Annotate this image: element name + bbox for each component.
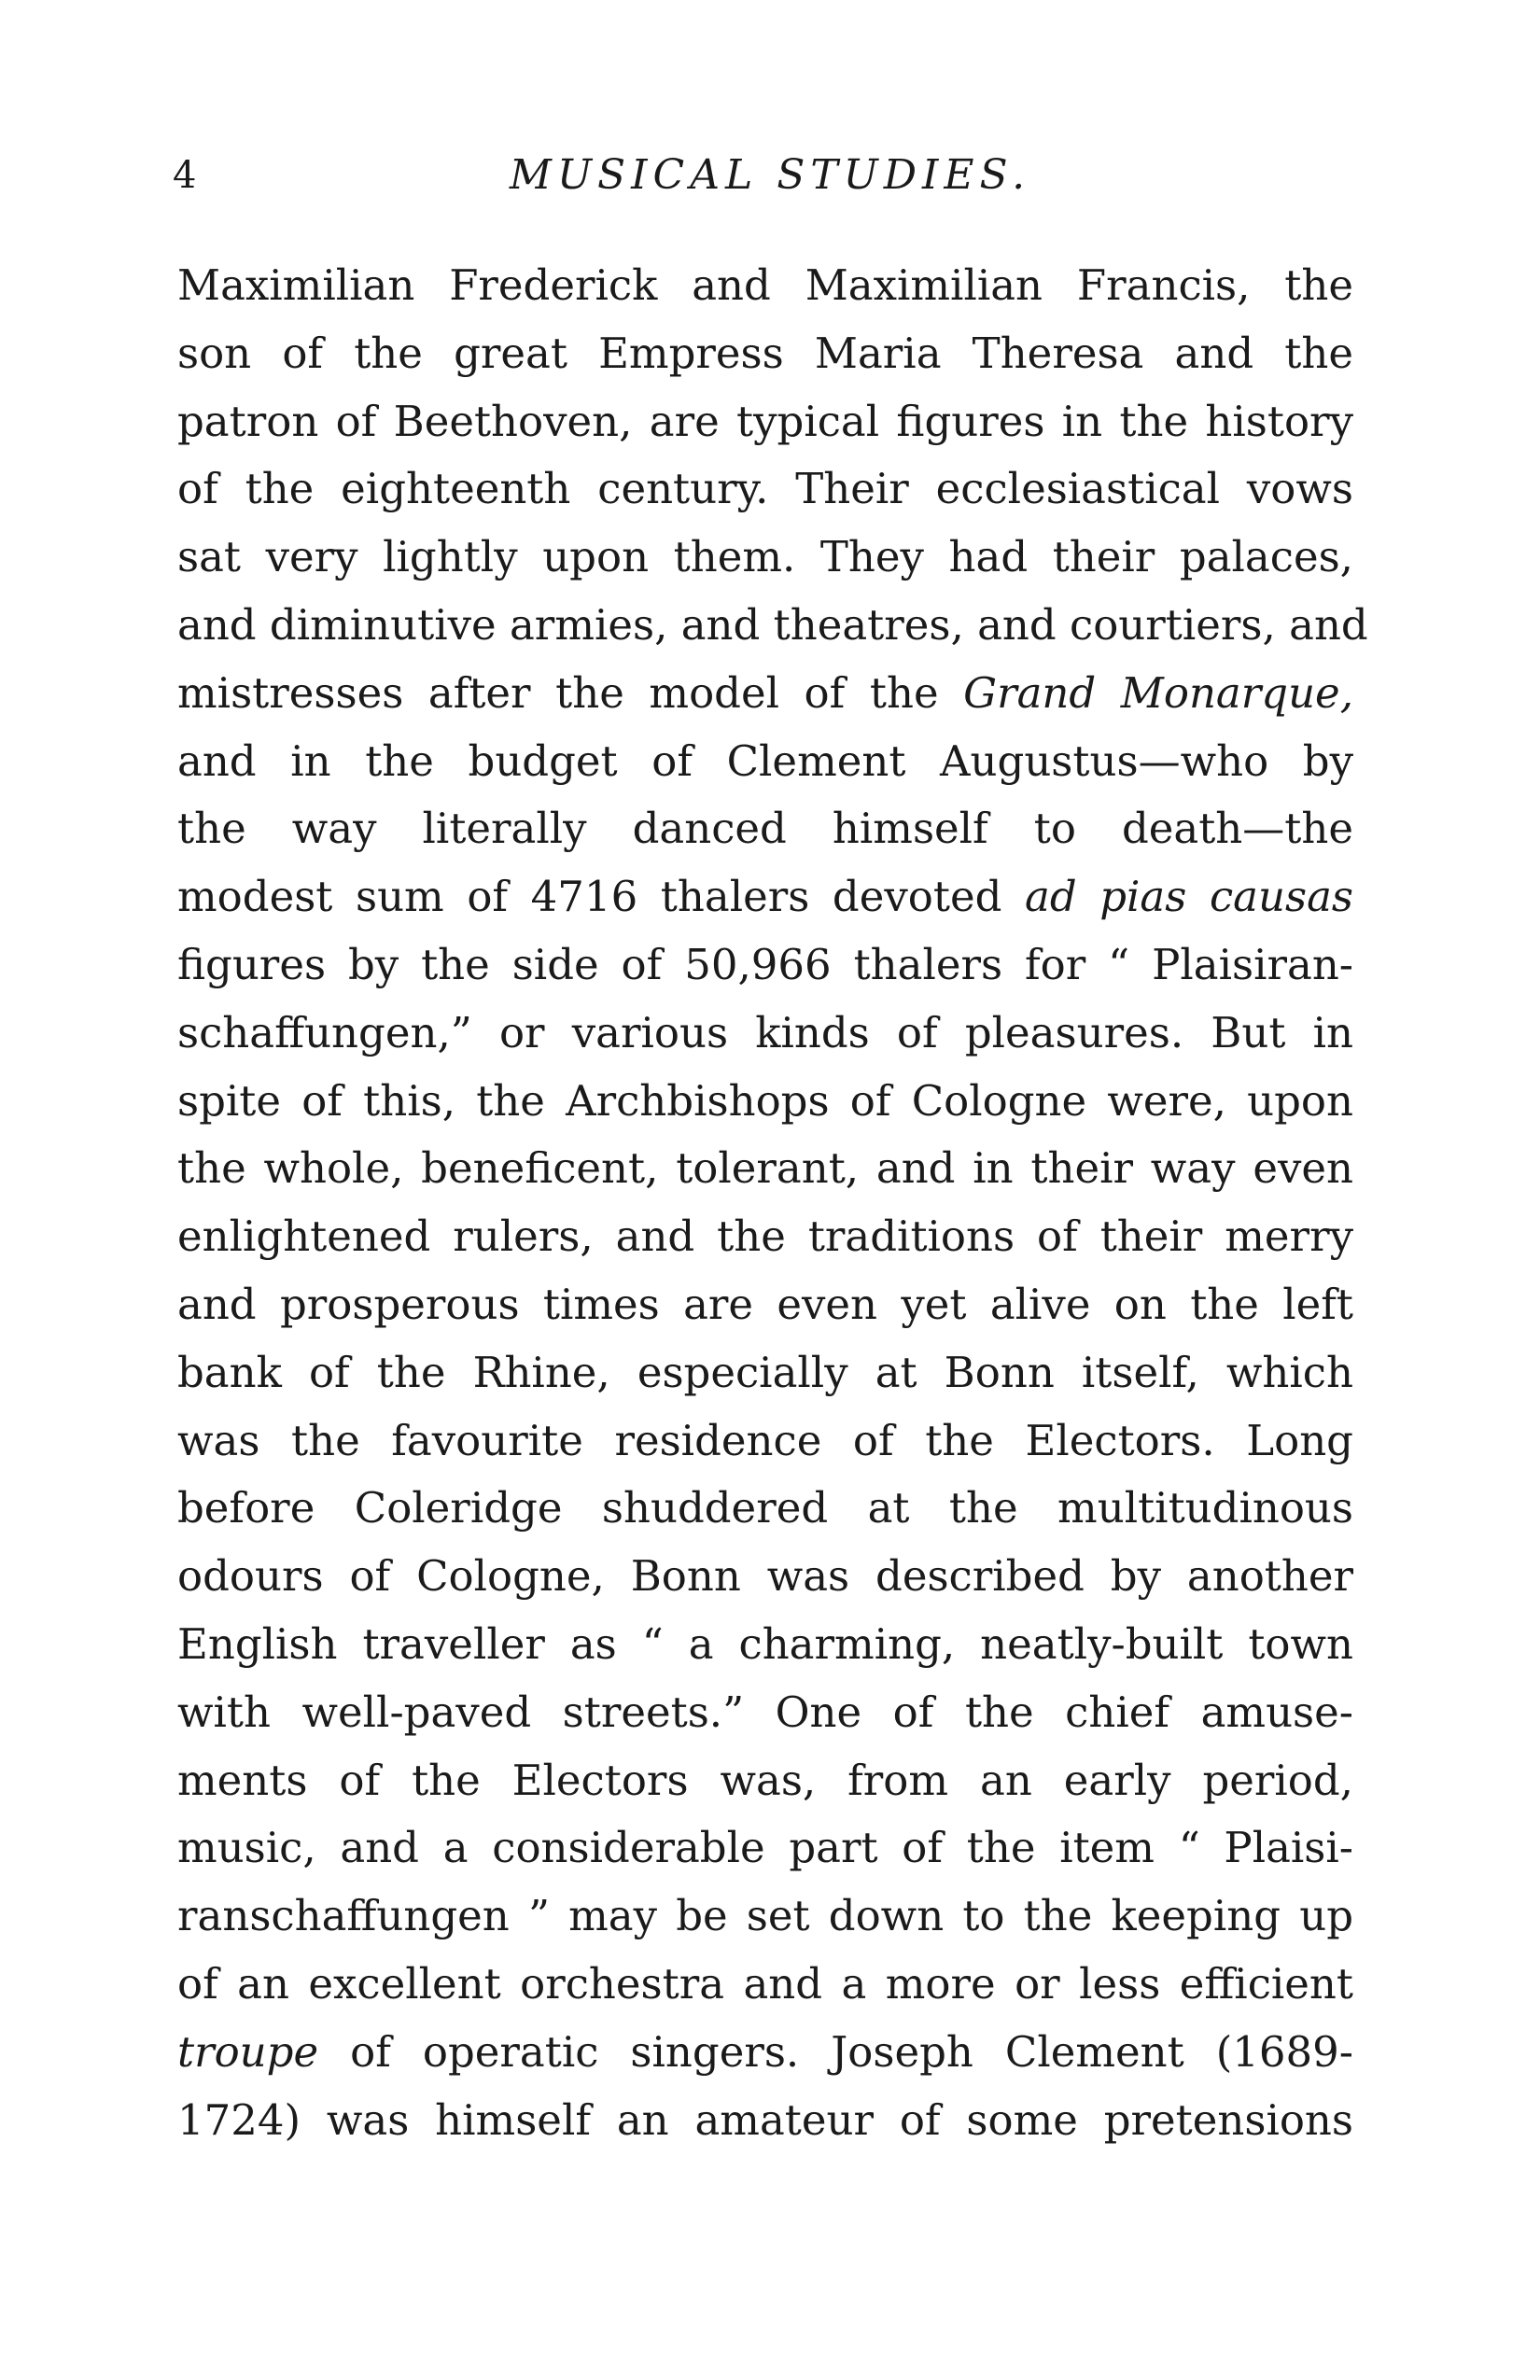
text-line: 1724) was himself an amateur of some pretensions — [177, 2094, 1353, 2145]
text-line: enlightened rulers, and the traditions of their merry — [177, 1211, 1353, 1262]
text-line: of the eighteenth century. Their ecclesiastical vows — [177, 464, 1353, 514]
italic-phrase: troupe — [177, 2026, 319, 2077]
text-segment: modest sum of 4716 thalers devoted — [177, 872, 1025, 922]
text-line: and diminutive armies, and theatres, and courtiers, and — [177, 599, 1368, 650]
text-line: Maximilian Frederick and Maximilian Francis, the — [177, 260, 1353, 310]
text-line — [177, 863, 1353, 931]
text-line: schaffungen,” or various kinds of pleasures. But in — [177, 1007, 1353, 1057]
text-line: ments of the Electors was, from an early period, — [177, 1755, 1353, 1805]
text-line: ranschaffungen ” may be set down to the keeping up — [177, 1891, 1353, 1941]
text-line: and in the budget of Clement Augustus—who by — [177, 735, 1353, 786]
text-line: sat very lightly upon them. They had their palaces, — [177, 532, 1353, 582]
text-segment: mistresses after the model of the — [177, 667, 964, 718]
text-line: of an excellent orchestra and a more or less efficient — [177, 1958, 1353, 2009]
page-header — [173, 149, 1367, 215]
text-segment: of operatic singers. Joseph Clement (1689- — [318, 2026, 1353, 2077]
text-line: figures by the side of 50,966 thalers for “ Plaisiran- — [177, 939, 1353, 989]
text-line: and prosperous times are even yet alive on the left — [177, 1279, 1353, 1329]
text-line: patron of Beethoven, are typical figures in the history — [177, 396, 1353, 446]
text-line: odours of Cologne, Bonn was described by another — [177, 1551, 1353, 1602]
text-line: the way literally danced himself to death—the — [177, 804, 1353, 854]
text-line — [177, 2019, 1353, 2087]
text-line: bank of the Rhine, especially at Bonn itself, which — [177, 1347, 1353, 1397]
text-line: was the favourite residence of the Electors. Long — [177, 1415, 1353, 1465]
running-title: MUSICAL STUDIES. — [509, 151, 1031, 199]
text-line: spite of this, the Archbishops of Cologne were, upon — [177, 1075, 1353, 1126]
text-line: with well-paved streets.” One of the chief amuse- — [177, 1687, 1353, 1737]
text-line: music, and a considerable part of the item “ Plaisi- — [177, 1823, 1353, 1873]
page-number: 4 — [173, 154, 197, 197]
italic-phrase: Grand Monarque, — [963, 667, 1353, 718]
body-text — [177, 252, 1368, 2154]
text-line: English traveller as “ a charming, neatly-built town — [177, 1618, 1353, 1669]
text-line: the whole, beneficent, tolerant, and in their way even — [177, 1143, 1353, 1194]
text-line — [177, 660, 1353, 728]
italic-phrase: ad pias causas — [1025, 872, 1353, 922]
text-line: son of the great Empress Maria Theresa and the — [177, 328, 1353, 378]
text-line: before Coleridge shuddered at the multitudinous — [177, 1483, 1353, 1533]
